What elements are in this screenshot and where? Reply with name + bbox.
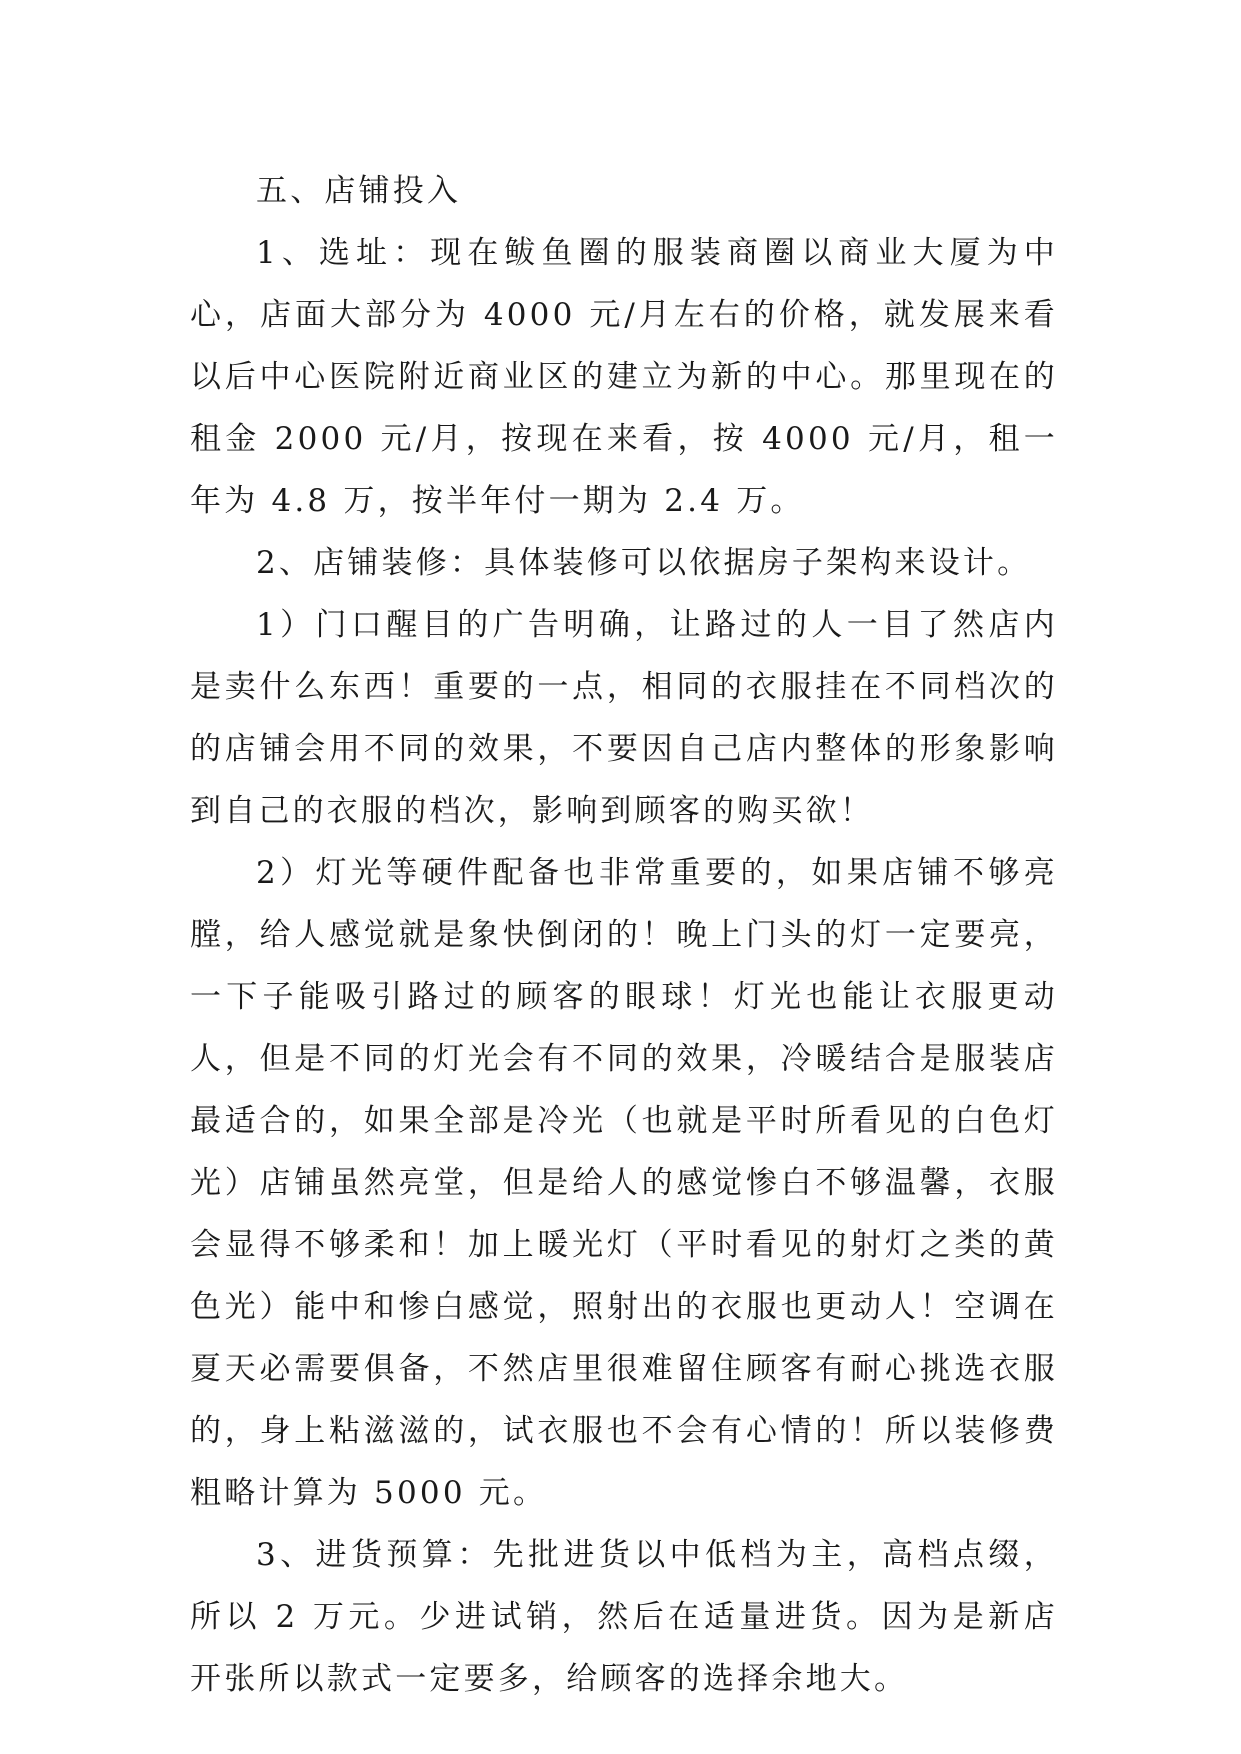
paragraph-signage: 1）门口醒目的广告明确，让路过的人一目了然店内是卖什么东西！重要的一点，相同的衣服挂在不同档次的的店铺会用不同的效果，不要因自己店内整体的形象影响到自己的衣服的档次，影响到顾客的购买欲！ [190, 607, 1058, 829]
paragraph-site-selection: 1、选址：现在鲅鱼圈的服装商圈以商业大厦为中心，店面大部分为 4000 元/月左右的价格，就发展来看以后中心医院附近商业区的建立为新的中心。那里现在的租金 2000 元/月，按现在来看，按 4000 元/月，租一年为 4.8 万，按半年付一期为 2.4 万。 [190, 235, 1058, 519]
paragraph-lighting: 2）灯光等硬件配备也非常重要的，如果店铺不够亮膛，给人感觉就是象快倒闭的！晚上门头的灯一定要亮，一下子能吸引路过的顾客的眼球！灯光也能让衣服更动人，但是不同的灯光会有不同的效果，冷暖结合是服装店最适合的，如果全部是冷光（也就是平时所看见的白色灯光）店铺虽然亮堂，但是给人的感觉惨白不够温馨，衣服会显得不够柔和！加上暖光灯（平时看见的射灯之类的黄色光）能中和惨白感觉，照射出的衣服也更动人！空调在夏天必需要俱备，不然店里很难留住顾客有耐心挑选衣服的，身上粘滋滋的，试衣服也不会有心情的！所以装修费粗略计算为 5000 元。 [190, 855, 1058, 1511]
paragraph-purchase-budget: 3、进货预算：先批进货以中低档为主，高档点缀，所以 2 万元。少进试销，然后在适量进货。因为是新店开张所以款式一定要多，给顾客的选择余地大。 [190, 1537, 1058, 1697]
section-heading: 五、店铺投入 [256, 173, 462, 209]
paragraph-store-decoration: 2、店铺装修：具体装修可以依据房子架构来设计。 [256, 545, 1032, 581]
document-body [190, 160, 1058, 1710]
